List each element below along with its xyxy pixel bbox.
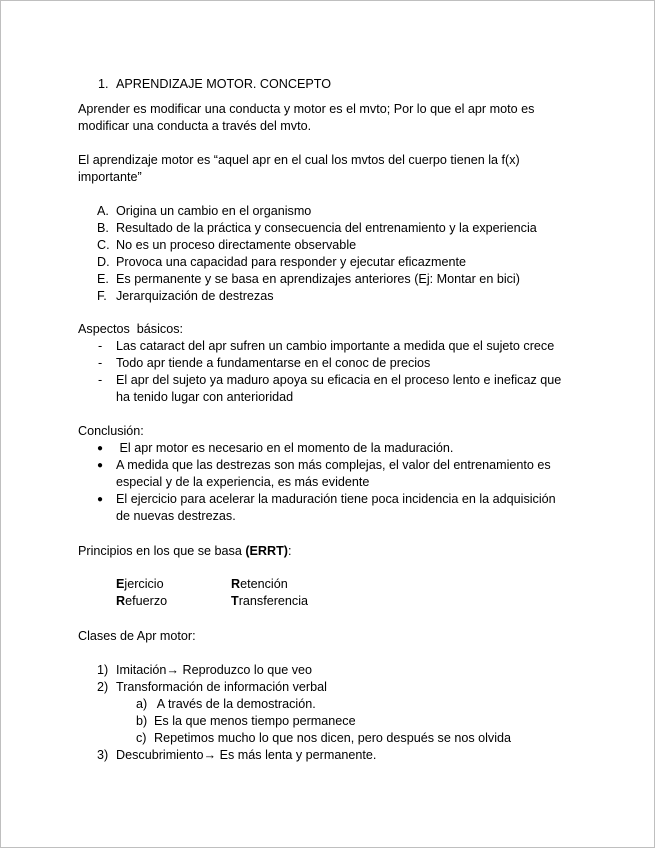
sublist-marker: a): [136, 697, 148, 711]
principle-term: [116, 593, 167, 610]
sublist-item: Repetimos mucho lo que nos dicen, pero después se nos olvida: [154, 731, 512, 745]
list-item-continuation: de nuevas destrezas.: [116, 509, 236, 523]
list-item-continuation: especial y de la experiencia, es más evidente: [116, 475, 370, 489]
principle-term: [231, 576, 288, 593]
principles-intro: Principios en los que se basa: [78, 544, 246, 558]
classes-title: Clases de Apr motor:: [78, 629, 196, 643]
definition-line-2: importante”: [78, 170, 142, 184]
principle-term: [116, 576, 164, 593]
principle-rest: ransferencia: [238, 594, 309, 608]
principle-rest: etención: [240, 577, 288, 591]
list-marker: 1): [97, 663, 109, 677]
principle-rest: jercicio: [124, 577, 164, 591]
list-item: El apr motor es necesario en el momento de la maduración.: [116, 441, 454, 455]
principle-initial: E: [116, 577, 125, 591]
principle-term: [231, 593, 308, 610]
list-marker: A.: [97, 204, 109, 218]
bullet-icon: ●: [97, 494, 104, 505]
list-item: No es un proceso directamente observable: [116, 238, 357, 252]
principles-colon: :: [288, 544, 292, 558]
list-marker: E.: [97, 272, 109, 286]
bullet-icon: ●: [97, 460, 104, 471]
sublist-marker: b): [136, 714, 148, 728]
principle-initial: R: [231, 577, 241, 591]
list-item: Las cataract del apr sufren un cambio importante a medida que el sujeto crece: [116, 339, 555, 353]
list-item: El ejercicio para acelerar la maduración tiene poca incidencia en la adquisición: [116, 492, 556, 506]
list-marker: F.: [97, 289, 107, 303]
principles-acronym: (ERRT): [245, 544, 288, 558]
list-marker: C.: [97, 238, 110, 252]
list-marker: 2): [97, 680, 109, 694]
list-marker: D.: [97, 255, 110, 269]
conclusion-title: Conclusión:: [78, 424, 144, 438]
list-item: Origina un cambio en el organismo: [116, 204, 312, 218]
principles-line: [78, 543, 292, 560]
list-marker: B.: [97, 221, 109, 235]
list-item: Imitación→ Reproduzco lo que veo: [116, 663, 313, 677]
list-item: Es permanente y se basa en aprendizajes anteriores (Ej: Montar en bici): [116, 272, 520, 286]
intro-line-1: Aprender es modificar una conducta y motor es el mvto; Por lo que el apr moto es: [78, 102, 535, 116]
list-item: Jerarquización de destrezas: [116, 289, 274, 303]
aspects-title: Aspectos básicos:: [78, 322, 183, 336]
sublist-item: Es la que menos tiempo permanece: [154, 714, 356, 728]
heading-number: 1.: [98, 77, 109, 91]
list-item: Todo apr tiende a fundamentarse en el conoc de precios: [116, 356, 431, 370]
list-item: Descubrimiento→ Es más lenta y permanente.: [116, 748, 377, 762]
principle-initial: T: [231, 594, 239, 608]
list-marker: -: [98, 373, 103, 387]
definition-line-1: El aprendizaje motor es “aquel apr en el cual los mvtos del cuerpo tienen la f(x): [78, 153, 520, 167]
list-marker: -: [98, 339, 103, 353]
principle-initial: R: [116, 594, 126, 608]
list-marker: -: [98, 356, 103, 370]
list-item: Provoca una capacidad para responder y ejecutar eficazmente: [116, 255, 467, 269]
list-item: Resultado de la práctica y consecuencia del entrenamiento y la experiencia: [116, 221, 537, 235]
list-item: Transformación de información verbal: [116, 680, 327, 694]
list-item: A medida que las destrezas son más complejas, el valor del entrenamiento es: [116, 458, 551, 472]
list-marker: 3): [97, 748, 109, 762]
bullet-icon: ●: [97, 443, 104, 454]
sublist-marker: c): [136, 731, 147, 745]
sublist-item: A través de la demostración.: [154, 697, 316, 711]
intro-line-2: modificar una conducta a través del mvto.: [78, 119, 312, 133]
list-item: El apr del sujeto ya maduro apoya su eficacia en el proceso lento e ineficaz que: [116, 373, 562, 387]
principle-rest: efuerzo: [125, 594, 168, 608]
heading-title: APRENDIZAJE MOTOR. CONCEPTO: [116, 77, 332, 91]
list-item-continuation: ha tenido lugar con anterioridad: [116, 390, 294, 404]
